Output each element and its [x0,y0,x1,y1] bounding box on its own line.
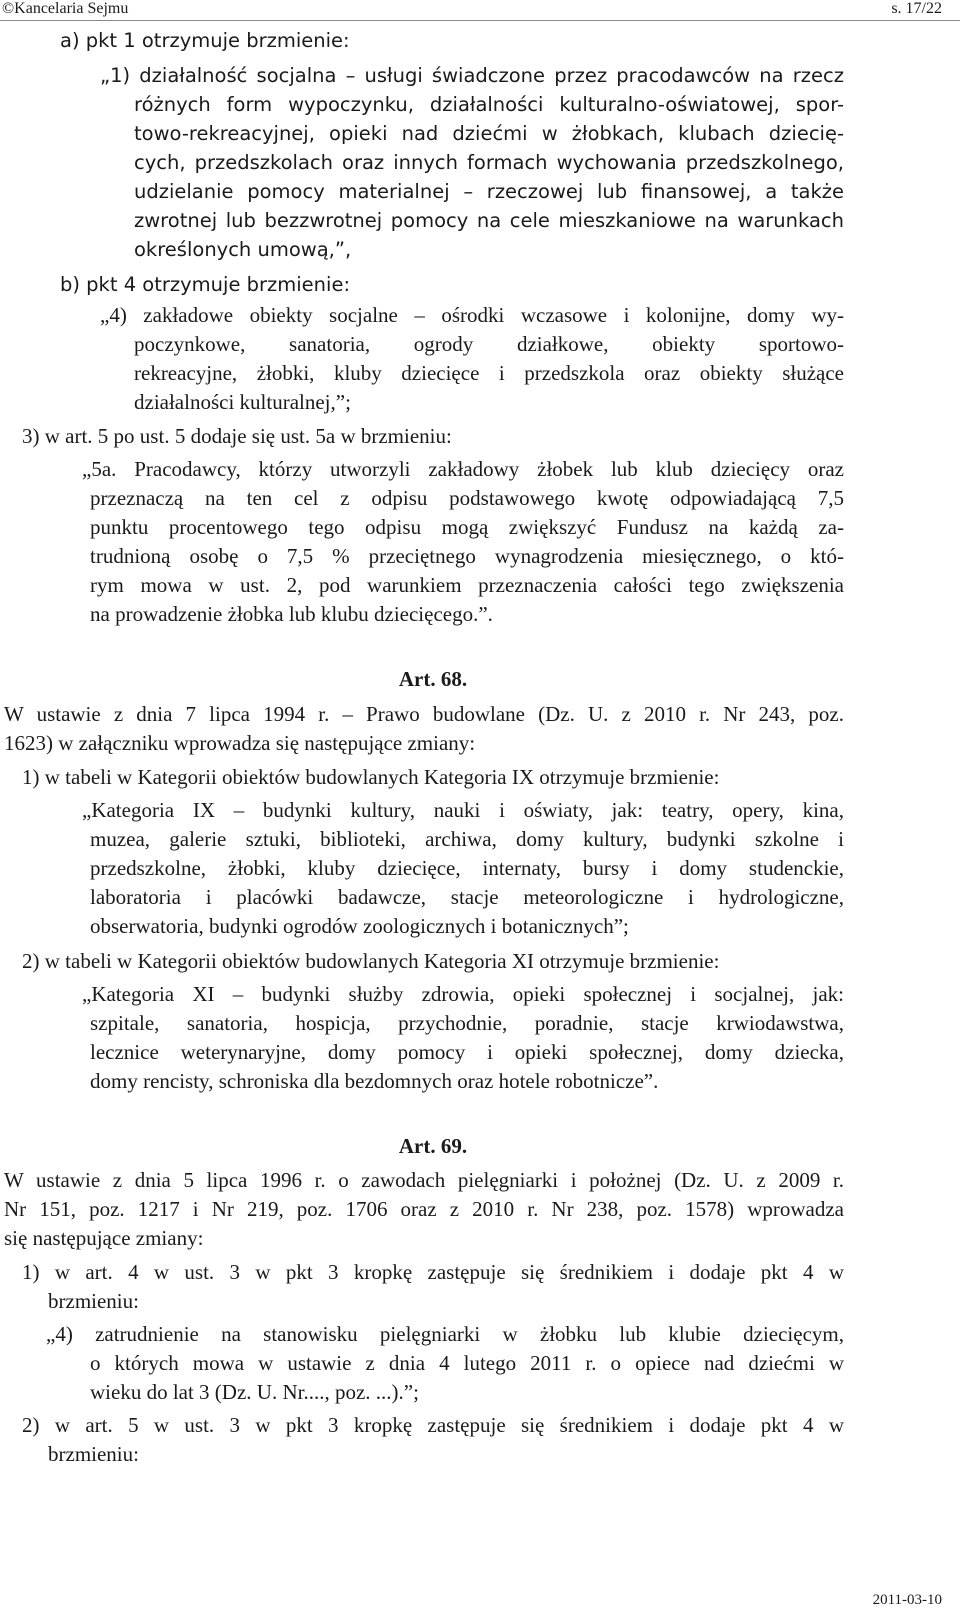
text-line: cych, przedszkolach oraz innych formach wychowania przedszkolnego, [134,151,844,174]
text-line: udzielanie pomocy materialnej – rzeczowej lub finansowej, a także [134,180,844,203]
text-line: poczynkowe, sanatoria, ogrody działkowe, obiekty sportowo- [134,332,844,356]
text-line: 2) w tabeli w Kategorii obiektów budowlanych Kategoria XI otrzymuje brzmienie: [22,949,720,973]
text-line: obserwatoria, budynki ogrodów zoologicznych i botanicznych”; [90,914,629,938]
text-line: 3) w art. 5 po ust. 5 dodaje się ust. 5a w brzmieniu: [22,424,452,448]
text-line: lecznice weterynaryjne, domy pomocy i opieki społecznej, domy dziecka, [90,1040,844,1064]
article-heading: Art. 68. [398,667,468,691]
text-line: W ustawie z dnia 7 lipca 1994 r. – Prawo budowlane (Dz. U. z 2010 r. Nr 243, poz. [4,702,844,726]
text-line: rym mowa w ust. 2, pod warunkiem przeznaczenia całości tego zwiększenia [90,573,844,597]
text-line: „4) zakładowe obiekty socjalne – ośrodki wczasowe i kolonijne, domy wy- [100,303,844,327]
header-page-number: s. 17/22 [891,0,942,17]
text-line: muzea, galerie sztuki, biblioteki, archiwa, domy kultury, budynki szkolne i [90,827,844,851]
text-line: brzmieniu: [48,1289,139,1313]
text-line: brzmieniu: [48,1442,139,1466]
article-heading: Art. 69. [398,1134,468,1158]
page-header [0,0,960,21]
text-line: „5a. Pracodawcy, którzy utworzyli zakładowy żłobek lub klub dziecięcy oraz [82,457,844,481]
text-line: przeznaczą na ten cel z odpisu podstawowego kwotę odpowiadającą 7,5 [90,486,844,510]
text-line: szpitale, sanatoria, hospicja, przychodnie, poradnie, stacje krwiodawstwa, [90,1011,844,1035]
text-line: „4) zatrudnienie na stanowisku pielęgniarki w żłobku lub klubie dziecięcym, [46,1322,844,1346]
footer-date: 2011-03-10 [872,1592,942,1608]
text-line: W ustawie z dnia 5 lipca 1996 r. o zawodach pielęgniarki i położnej (Dz. U. z 2009 r. [4,1168,844,1192]
text-line: „Kategoria XI – budynki służby zdrowia, opieki społecznej i socjalnej, jak: [82,982,844,1006]
text-line: Nr 151, poz. 1217 i Nr 219, poz. 1706 oraz z 2010 r. Nr 238, poz. 1578) wprowadza [4,1197,844,1221]
text-line: wieku do lat 3 (Dz. U. Nr...., poz. ...).”; [90,1380,419,1404]
text-line: się następujące zmiany: [4,1226,204,1250]
text-line: 2) w art. 5 w ust. 3 w pkt 3 kropkę zastępuje się średnikiem i dodaje pkt 4 w [22,1413,844,1437]
text-line: trudnioną osobę o 7,5 % przeciętnego wynagrodzenia miesięcznego, o któ- [90,544,844,568]
text-line: „Kategoria IX – budynki kultury, nauki i oświaty, jak: teatry, opery, kina, [82,798,844,822]
text-line: 1) w tabeli w Kategorii obiektów budowlanych Kategoria IX otrzymuje brzmienie: [22,765,720,789]
text-line: „1) działalność socjalna – usługi świadczone przez pracodawców na rzecz [100,64,844,87]
text-line: określonych umową,”, [134,238,352,261]
text-line: punktu procentowego tego odpisu mogą zwiększyć Fundusz na każdą za- [90,515,844,539]
text-line: na prowadzenie żłobka lub klubu dziecięcego.”. [90,602,493,626]
text-line: laboratoria i placówki badawcze, stacje meteorologiczne i hydrologiczne, [90,885,844,909]
header-source: ©Kancelaria Sejmu [2,0,129,17]
text-line: rekreacyjne, żłobki, kluby dziecięce i przedszkola oraz obiekty służące [134,361,844,385]
text-line: działalności kulturalnej,”; [134,390,351,414]
text-line: różnych form wypoczynku, działalności kulturalno-oświatowej, spor- [134,93,844,116]
text-line: 1623) w załączniku wprowadza się następujące zmiany: [4,731,476,755]
text-line: przedszkolne, żłobki, kluby dziecięce, internaty, bursy i domy studenckie, [90,856,844,880]
text-line: a) pkt 1 otrzymuje brzmienie: [60,29,350,52]
text-line: towo-rekreacyjnej, opieki nad dziećmi w żłobkach, klubach dziecię- [134,122,844,145]
text-line: domy rencisty, schroniska dla bezdomnych oraz hotele robotnicze”. [90,1069,659,1093]
text-line: 1) w art. 4 w ust. 3 w pkt 3 kropkę zastępuje się średnikiem i dodaje pkt 4 w [22,1260,844,1284]
text-line: zwrotnej lub bezzwrotnej pomocy na cele mieszkaniowe na warunkach [134,209,844,232]
text-line: o których mowa w ustawie z dnia 4 lutego 2011 r. o opiece nad dziećmi w [90,1351,844,1375]
text-line: b) pkt 4 otrzymuje brzmienie: [60,273,351,296]
